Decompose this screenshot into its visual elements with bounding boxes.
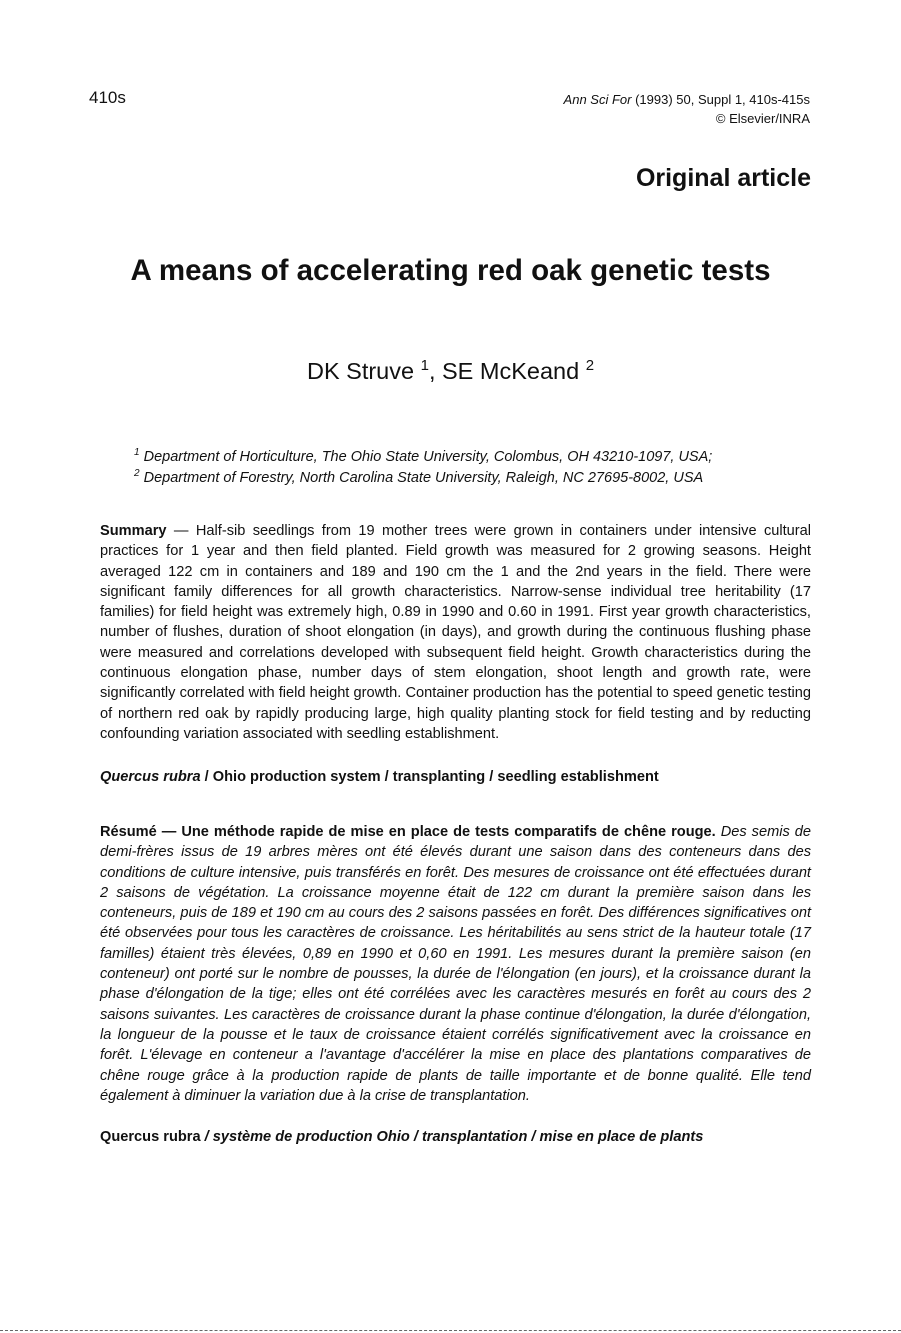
author-list (0, 357, 901, 385)
affiliation-marker: 1 (420, 357, 429, 374)
summary-abstract (100, 521, 811, 744)
keyword-species: Quercus rubra (100, 1129, 201, 1145)
keyword-list: / Ohio production system / transplanting / seedling establishment (200, 769, 659, 785)
keyword-list: / système de production Ohio / transplantation / mise en place de plants (200, 1129, 704, 1145)
affiliation-number: 2 (134, 468, 140, 479)
affiliation-1 (134, 447, 712, 465)
author-name: DK Struve (306, 357, 415, 384)
affiliation-marker: 2 (585, 357, 595, 374)
article-title: A means of accelerating red oak genetic tests (130, 254, 771, 287)
author-name: SE McKeand (442, 357, 580, 384)
resume-abstract (100, 822, 811, 1106)
affiliation-number: 1 (134, 447, 140, 458)
page-number: 410s (89, 88, 126, 107)
keyword-species: Quercus rubra (100, 769, 201, 785)
citation-line (564, 90, 810, 109)
keywords-english (100, 767, 811, 787)
journal-name: Ann Sci For (563, 92, 632, 107)
copyright: © Elsevier/INRA (715, 111, 810, 126)
article-type: Original article (635, 164, 811, 192)
summary-text: — Half-sib seedlings from 19 mother trees were grown in containers under intensive cultural practices for 1 year and then field planted. Field growth was measured for 2 growing seasons. Height averaged 122 cm in containers and 189 and 190 cm the 1 and the 2nd years in the field. There were significant family differences for all growth characteristics. Narrow-sense individual tree heritability (17 families) for field height was extremely high, 0.89 in 1990 and 0.60 in 1991. First year growth characteristics, number of flushes, duration of shoot elongation (in days), and growth during the continuous flushing phase were measured and correlations developed with subsequent field height. Growth characteristics during the continuous elongation phase, number days of stem elongation, shoot length and growth rate, were significantly correlated with field height growth. Container production has the potential to speed genetic testing of northern red oak by rapidly producing large, high quality planting stock for field testing and by reducting confounding variation associated with seedling establishment. (100, 523, 811, 742)
summary-heading: Summary (100, 523, 167, 539)
resume-text: Des semis de demi-frères issus de 19 arbres mères ont été élevés durant une saison dans des conteneurs dans des conditions de culture intensive, puis transférés en forêt. Des mesures de croissance ont été effectuées durant 2 saisons de végétation. La croissance moyenne était de 122 cm durant la première saison dans les conteneurs, puis de 189 et 190 cm au cours des 2 saisons passées en forêt. Des différences significatives ont été observées pour tous les caractères de croissance. Les héritabilités au sens strict de la hauteur totale (17 familles) étaient très élevées, 0,89 en 1990 et 0,60 en 1991. Les mesures durant la première saison (en conteneur) ont porté sur le nombre de pousses, la durée de l'élongation (en jours), et la croissance durant la phase d'élongation de la tige; elles ont été corrélées avec les caractères mesurés en forêt au cours des 2 saisons suivantes. Les caractères de croissance durant la phase continue d'élongation, la durée d'élongation, la longueur de la pousse et le taux de croissance étaient corrélés significativement avec la croissance en forêt. L'élevage en conteneur a l'avantage d'accélérer la mise en place des plantations comparatives de chêne rouge grâce à la production rapide de plants de taille importante et de bonne qualité. Elle tend également à diminuer la variation due à la crise de transplantation. (100, 824, 811, 1104)
citation-details: (1993) 50, Suppl 1, 410s-415s (635, 92, 810, 107)
page-bottom-rule (0, 1330, 901, 1331)
affiliation-2 (134, 468, 703, 486)
resume-heading: Résumé — Une méthode rapide de mise en place de tests comparatifs de chêne rouge. (100, 824, 716, 840)
keywords-french (100, 1127, 811, 1147)
affiliation-text: Department of Horticulture, The Ohio State University, Colombus, OH 43210-1097, USA; (143, 448, 713, 465)
affiliation-text: Department of Forestry, North Carolina State University, Raleigh, NC 27695-8002, USA (143, 469, 704, 486)
author-separator: , (428, 357, 442, 384)
journal-citation (564, 90, 810, 128)
